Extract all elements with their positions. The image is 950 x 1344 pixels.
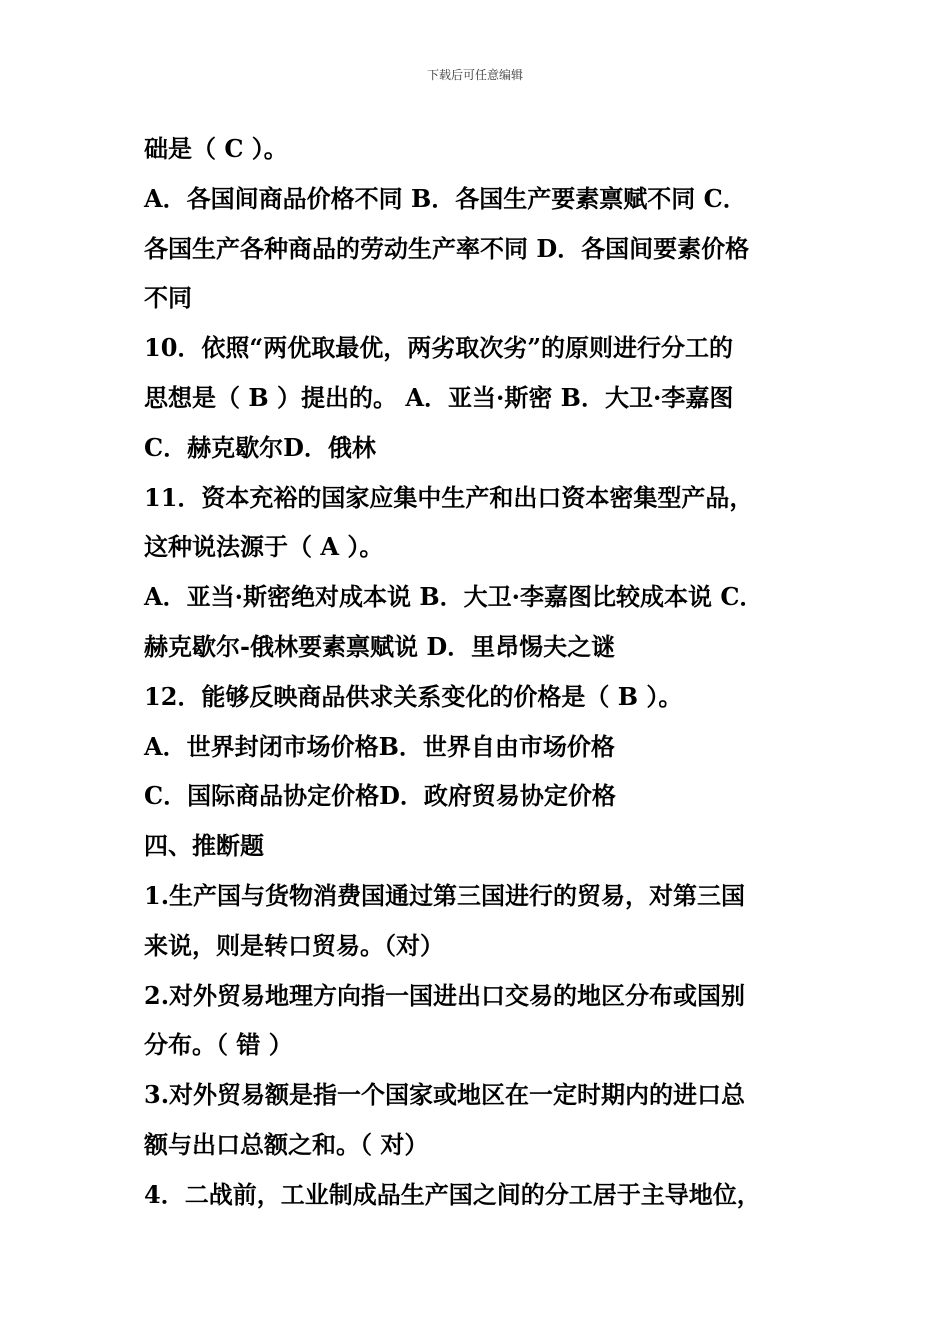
text-line: A．世界封闭市场价格B．世界自由市场价格: [144, 731, 615, 761]
text-line: 4．二战前，工业制成品生产国之间的分工居于主导地位，: [144, 1179, 761, 1209]
section-heading: 四、推断题: [144, 831, 264, 861]
text-line: 这种说法源于（ A ）。: [144, 532, 384, 562]
text-line: C．国际商品协定价格D．政府贸易协定价格: [144, 781, 616, 811]
text-line: A．亚当·斯密绝对成本说 B．大卫·李嘉图比较成本说 C．: [144, 582, 764, 612]
text-line: 不同: [144, 283, 192, 313]
document-body: [144, 124, 844, 1220]
text-line: 3.对外贸易额是指一个国家或地区在一定时期内的进口总: [144, 1080, 746, 1110]
text-line: 2.对外贸易地理方向指一国进出口交易的地区分布或国别: [144, 980, 746, 1010]
text-line: 赫克歇尔-俄林要素禀赋说 D．里昂惕夫之谜: [144, 631, 616, 661]
text-line: 11．资本充裕的国家应集中生产和出口资本密集型产品，: [144, 482, 754, 512]
page-header: 下载后可任意编辑: [426, 68, 523, 82]
text-line: 分布。（ 错 ）: [144, 1030, 293, 1060]
text-line: 10．依照“两优取最优，两劣取次劣”的原则进行分工的: [144, 333, 734, 363]
text-line: 各国生产各种商品的劳动生产率不同 D．各国间要素价格: [144, 233, 750, 263]
text-line: 来说，则是转口贸易。（对）: [144, 930, 444, 960]
text-line: A．各国间商品价格不同 B．各国生产要素禀赋不同 C．: [144, 183, 747, 213]
text-line: 额与出口总额之和。（ 对）: [144, 1129, 429, 1159]
text-line: 12．能够反映商品供求关系变化的价格是（ B ）。: [144, 681, 683, 711]
text-line: 础是（ C ）。: [144, 134, 288, 163]
text-line: 思想是（ B ）提出的。 A．亚当·斯密 B．大卫·李嘉图: [144, 382, 734, 412]
text-line: C．赫克歇尔D．俄林: [144, 432, 376, 462]
text-line: 1.生产国与货物消费国通过第三国进行的贸易，对第三国: [144, 880, 746, 910]
